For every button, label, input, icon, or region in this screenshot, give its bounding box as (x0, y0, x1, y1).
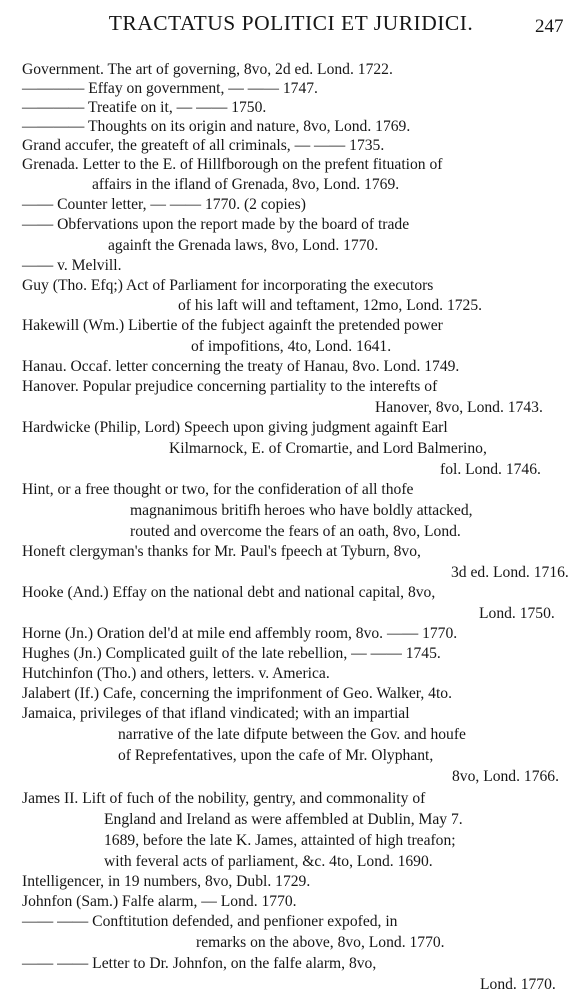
entry-line: Hutchinfon (Tho.) and others, letters. v. America. (22, 665, 330, 682)
entry-line: 3d ed. Lond. 1716. (451, 564, 569, 581)
entry-line: Johnfon (Sam.) Falfe alarm, — Lond. 1770. (22, 893, 297, 910)
entry-line: of impofitions, 4to, Lond. 1641. (191, 338, 392, 355)
entry-line: againft the Grenada laws, 8vo, Lond. 1770. (108, 237, 379, 254)
entry-line: Jamaica, privileges of that ifland vindicated; with an impartial (22, 705, 410, 722)
page-title: TRACTATUS POLITICI ET JURIDICI. (108, 11, 474, 35)
entry-line: Guy (Tho. Efq;) Act of Parliament for incorporating the executors (22, 277, 434, 294)
entry-line: 8vo, Lond. 1766. (452, 768, 559, 785)
entry-line: Jalabert (If.) Cafe, concerning the imprifonment of Geo. Walker, 4to. (22, 685, 452, 702)
entry-line: of his laft will and teftament, 12mo, Lond. 1725. (178, 297, 483, 314)
entry-line: Hanover. Popular prejudice concerning partiality to the interefts of (22, 378, 438, 395)
entry-line: Hooke (And.) Effay on the national debt and national capital, 8vo, (22, 584, 436, 601)
entry-line: Hint, or a free thought or two, for the confideration of all thofe (22, 481, 414, 498)
entry-line: —— —— Letter to Dr. Johnfon, on the falfe alarm, 8vo, (22, 955, 377, 972)
entry-line: James II. Lift of fuch of the nobility, gentry, and commonality of (22, 790, 426, 807)
entry-line: Hardwicke (Philip, Lord) Speech upon giving judgment againft Earl (22, 419, 448, 436)
entry-line: Horne (Jn.) Oration del'd at mile end affembly room, 8vo. —— 1770. (22, 625, 458, 642)
entry-line: Lond. 1750. (479, 605, 555, 622)
entry-line: Hughes (Jn.) Complicated guilt of the late rebellion, — —— 1745. (22, 645, 441, 662)
entry-line: Intelligencer, in 19 numbers, 8vo, Dubl. 1729. (22, 873, 311, 890)
entry-line: remarks on the above, 8vo, Lond. 1770. (196, 934, 445, 951)
entry-line: Honeft clergyman's thanks for Mr. Paul's fpeech at Tyburn, 8vo, (22, 543, 421, 560)
entry-line: affairs in the ifland of Grenada, 8vo, Lond. 1769. (92, 176, 400, 193)
entry-line: with feveral acts of parliament, &c. 4to, Lond. 1690. (104, 853, 433, 870)
entry-line: Hanau. Occaf. letter concerning the treaty of Hanau, 8vo. Lond. 1749. (22, 358, 460, 375)
entry-line: fol. Lond. 1746. (440, 461, 541, 478)
page-number: 247 (535, 16, 564, 37)
entry-line: Grand accufer, the greateft of all criminals, — —— 1735. (22, 137, 385, 154)
entry-line: Grenada. Letter to the E. of Hillfborough on the prefent fituation of (22, 156, 443, 173)
entry-line: ———— Effay on government, — —— 1747. (22, 80, 318, 97)
entry-line: Hanover, 8vo, Lond. 1743. (375, 399, 543, 416)
page-header (0, 0, 582, 48)
entry-line: Kilmarnock, E. of Cromartie, and Lord Balmerino, (169, 440, 487, 457)
entry-line: Government. The art of governing, 8vo, 2d ed. Lond. 1722. (22, 61, 393, 78)
entry-line: routed and overcome the fears of an oath, 8vo, Lond. (130, 523, 461, 540)
entry-line: —— v. Melvill. (22, 257, 122, 274)
entry-line: ———— Treatife on it, — —— 1750. (22, 99, 267, 116)
entry-line: Hakewill (Wm.) Libertie of the fubject againft the pretended power (22, 317, 443, 334)
entry-line: England and Ireland as were affembled at Dublin, May 7. (104, 811, 463, 828)
entry-line: —— —— Conftitution defended, and penfioner expofed, in (22, 913, 398, 930)
entry-line: —— Obfervations upon the report made by the board of trade (22, 216, 410, 233)
entry-line: magnanimous britifh heroes who have boldly attacked, (130, 502, 473, 519)
entry-line: of Reprefentatives, upon the cafe of Mr. Olyphant, (118, 747, 434, 764)
entry-line: narrative of the late difpute between the Gov. and houfe (118, 726, 466, 743)
entry-line: —— Counter letter, — —— 1770. (2 copies) (22, 196, 306, 213)
entry-line: 1689, before the late K. James, attainted of high treafon; (104, 832, 456, 849)
entry-line: ———— Thoughts on its origin and nature, 8vo, Lond. 1769. (22, 118, 411, 135)
entry-line: Lond. 1770. (480, 976, 556, 993)
